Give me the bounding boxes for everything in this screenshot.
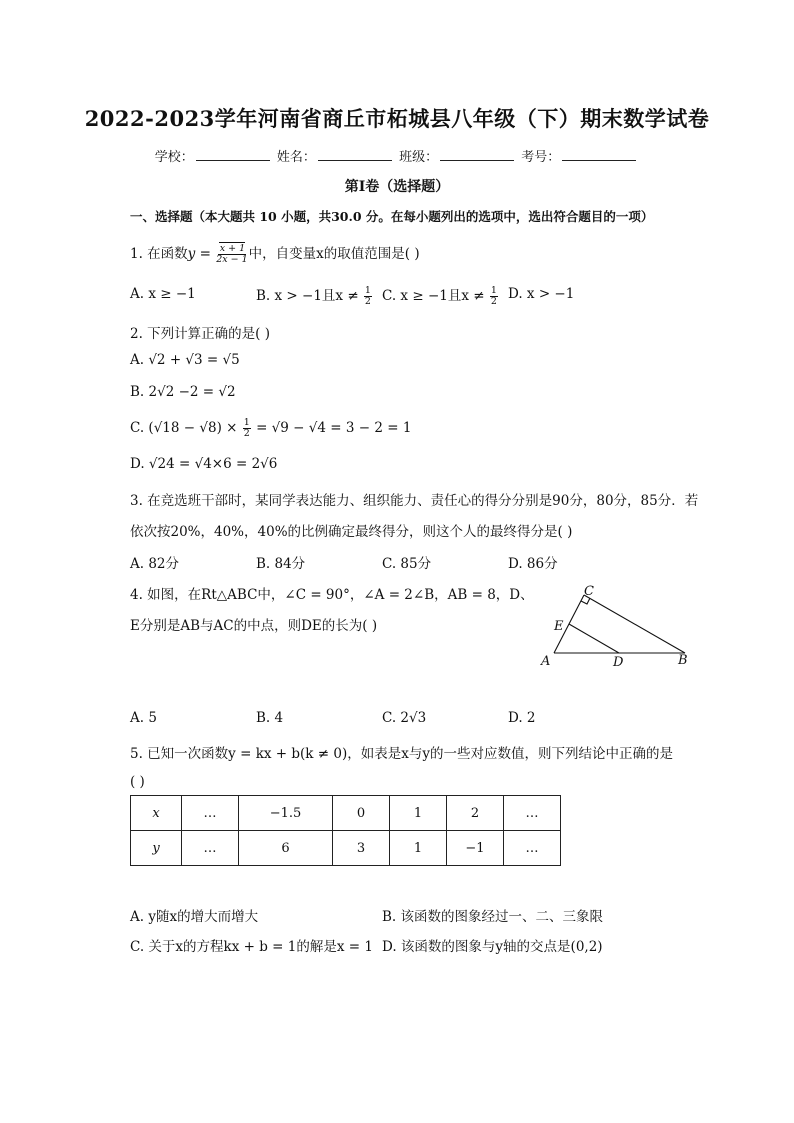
side-cb	[584, 595, 685, 653]
paper-title: 2022-2023学年河南省商丘市柘城县八年级（下）期末数学试卷	[84, 106, 710, 131]
q4-option-b[interactable]: B. 4	[256, 710, 284, 726]
question-2-stem: 2. 下列计算正确的是( )	[130, 326, 270, 342]
table-cell: 2	[447, 796, 504, 831]
q3-option-a[interactable]: A. 82分	[130, 556, 180, 572]
question-1-stem	[130, 242, 420, 265]
q2-c-num: 1	[243, 417, 250, 428]
q1-c-fraction	[490, 286, 498, 307]
q1-denominator: 2x − 1	[216, 254, 248, 265]
q1-numerator: x + 1	[219, 243, 246, 254]
table-row-y	[131, 831, 561, 866]
table-row-x	[131, 796, 561, 831]
q3-option-c[interactable]: C. 85分	[382, 556, 432, 572]
q2-c-post: = √9 − √4 = 3 − 2 = 1	[251, 420, 412, 436]
q3-option-d[interactable]: D. 86分	[508, 556, 558, 572]
q1-b-den: 2	[364, 296, 371, 307]
section-title: 第I卷（选择题）	[344, 179, 450, 195]
q4-option-a[interactable]: A. 5	[130, 710, 157, 726]
table-cell: 0	[333, 796, 390, 831]
value-table	[130, 795, 561, 866]
q1-c-text: C. x ≥ −1且x ≠	[382, 288, 489, 304]
q4-option-d[interactable]: D. 2	[508, 710, 536, 726]
q5-option-a[interactable]: A. y随x的增大而增大	[130, 909, 259, 925]
table-cell: y	[131, 831, 182, 866]
name-label: 姓名：	[276, 150, 316, 165]
table-cell: −1.5	[239, 796, 333, 831]
q2-c-den: 2	[243, 428, 250, 439]
q1-option-c[interactable]	[382, 284, 499, 307]
label-d: D	[613, 655, 624, 670]
q1-expr: y =	[187, 246, 216, 262]
class-label: 班级：	[399, 150, 439, 165]
q1-option-b[interactable]	[256, 284, 373, 307]
student-info-line	[0, 146, 794, 165]
triangle-figure	[535, 580, 700, 672]
q3-option-b[interactable]: B. 84分	[256, 556, 306, 572]
q1-c-num: 1	[490, 285, 497, 296]
q1-tail: 中，自变量x的取值范围是( )	[248, 246, 420, 262]
q1-option-a[interactable]: A. x ≥ −1	[130, 286, 196, 302]
question-5-line2: ( )	[130, 774, 145, 790]
part-one-heading: 一、选择题（本大题共 10 小题，共30.0 分。在每小题列出的选项中，选出符合题目的一项）	[130, 209, 654, 224]
q2-option-b[interactable]: B. 2√2 −2 = √2	[130, 384, 236, 400]
question-3-line2: 依次按20%，40%，40%的比例确定最终得分，则这个人的最终得分是( )	[130, 524, 573, 540]
question-5-line1: 5. 已知一次函数y = kx + b(k ≠ 0)，如表是x与y的一些对应数值，则下列结论中正确的是	[130, 746, 673, 762]
class-blank[interactable]	[440, 148, 514, 161]
segment-de	[569, 624, 619, 653]
q5-option-b[interactable]: B. 该函数的图象经过一、二、三象限	[382, 909, 604, 925]
label-a: A	[541, 654, 551, 669]
q2-option-a[interactable]: A. √2 + √3 = √5	[130, 352, 240, 368]
exam-no-label: 考号：	[521, 150, 561, 165]
q1-lead: 1. 在函数	[130, 246, 188, 262]
table-cell: …	[504, 796, 561, 831]
q1-fraction	[216, 244, 247, 265]
q5-option-c[interactable]: C. 关于x的方程kx + b = 1的解是x = 1	[130, 939, 373, 955]
table-cell: …	[182, 831, 239, 866]
q1-b-num: 1	[364, 285, 371, 296]
q2-option-c[interactable]	[130, 418, 411, 439]
table-cell: 6	[239, 831, 333, 866]
question-3-line1: 3. 在竞选班干部时，某同学表达能力、组织能力、责任心的得分分别是90分，80分，85分．若	[130, 493, 699, 509]
table-cell: 1	[390, 796, 447, 831]
q5-option-d[interactable]: D. 该函数的图象与y轴的交点是(0,2)	[382, 939, 603, 955]
q1-b-text: B. x > −1且x ≠	[256, 288, 363, 304]
table-cell: …	[504, 831, 561, 866]
table-cell: …	[182, 796, 239, 831]
q2-option-d[interactable]: D. √24 = √4×6 = 2√6	[130, 456, 278, 472]
school-label: 学校：	[154, 150, 194, 165]
table-cell: −1	[447, 831, 504, 866]
table-cell: x	[131, 796, 182, 831]
school-blank[interactable]	[196, 148, 270, 161]
label-e: E	[554, 619, 564, 634]
exam-no-blank[interactable]	[562, 148, 636, 161]
q1-option-d[interactable]: D. x > −1	[508, 286, 575, 302]
q1-c-den: 2	[490, 296, 497, 307]
label-c: C	[584, 584, 594, 599]
q1-b-fraction	[364, 286, 372, 307]
table-cell: 3	[333, 831, 390, 866]
label-b: B	[678, 653, 688, 668]
table-cell: 1	[390, 831, 447, 866]
name-blank[interactable]	[318, 148, 392, 161]
q4-option-c[interactable]: C. 2√3	[382, 710, 427, 726]
question-4-line1: 4. 如图，在Rt△ABC中，∠C = 90°，∠A = 2∠B，AB = 8，D、	[130, 587, 534, 603]
q2-c-fraction	[243, 418, 251, 439]
q2-c-pre: C. (√18 − √8) ×	[130, 420, 242, 436]
question-4-line2: E分别是AB与AC的中点，则DE的长为( )	[130, 618, 378, 634]
